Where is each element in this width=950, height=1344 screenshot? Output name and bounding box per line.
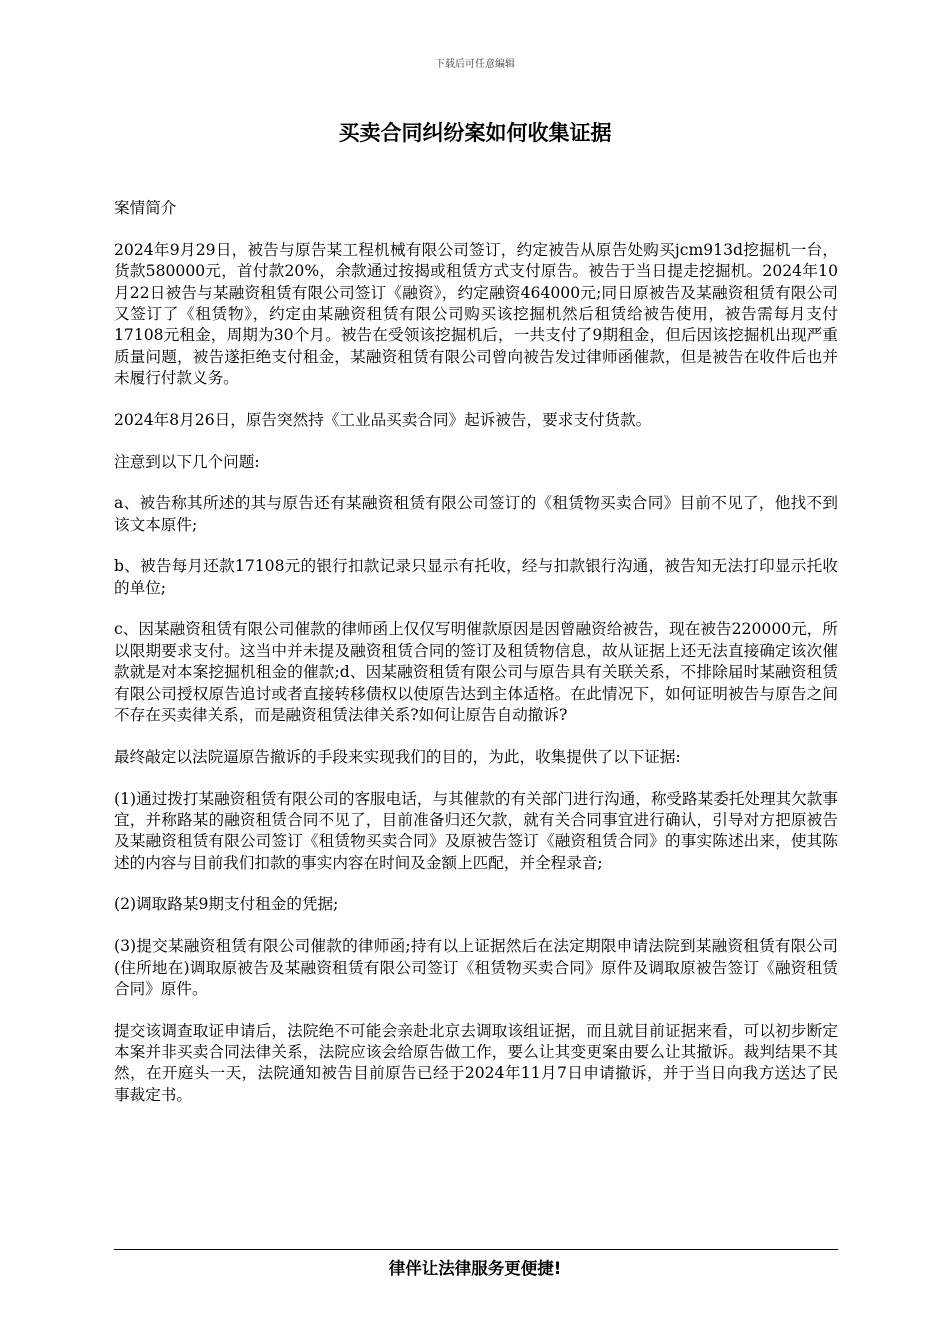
paragraph: c、因某融资租赁有限公司催款的律师函上仅仅写明催款原因是因曾融资给被告，现在被告220000元，所以限期要求支付。这当中并未提及融资租赁合同的签订及租赁物信息，故从证据上还无法直接确定该次催款就是对本案挖掘机租金的催款;d、因某融资租赁有限公司与原告具有关联关系，不排除届时某融资租赁有限公司授权原告追讨或者直接转移债权以使原告达到主体适格。在此情况下，如何证明被告与原告之间不存在买卖律关系，而是融资租赁法律关系?如何让原告自动撤诉? — [114, 620, 838, 725]
paragraph: (3)提交某融资租赁有限公司催款的律师函;持有以上证据然后在法定期限申请法院到某融资租赁有限公司(住所地在)调取原被告及某融资租赁有限公司签订《租赁物买卖合同》原件及调取原被告签订《融资租赁合同》原件。 — [114, 937, 838, 998]
paragraph: b、被告每月还款17108元的银行扣款记录只显示有托收，经与扣款银行沟通，被告知无法打印显示托收的单位; — [114, 557, 838, 597]
paragraph: 提交该调查取证申请后，法院绝不可能会亲赴北京去调取该组证据，而且就目前证据来看，可以初步断定本案并非买卖合同法律关系，法院应该会给原告做工作，要么让其变更案由要么让其撤诉。裁判结果不其然，在开庭头一天，法院通知被告目前原告已经于2024年11月7日申请撤诉，并于当日向我方送达了民事裁定书。 — [114, 1021, 838, 1104]
paragraph: (1)通过拨打某融资租赁有限公司的客服电话，与其催款的有关部门进行沟通，称受路某委托处理其欠款事宜，并称路某的融资租赁合同不见了，目前准备归还欠款，就有关合同事宜进行确认，引导对方把原被告及某融资租赁有限公司签订《租赁物买卖合同》及原被告签订《融资租赁合同》的事实陈述出来，使其陈述的内容与目前我们扣款的事实内容在时间及金额上匹配，并全程录音; — [114, 789, 838, 872]
document-title: 买卖合同纠纷案如何收集证据 — [338, 121, 612, 145]
paragraph: (2)调取路某9期支付租金的凭据; — [114, 895, 339, 914]
document-body — [114, 198, 838, 1127]
paragraph: 注意到以下几个问题: — [114, 452, 260, 471]
header-note: 下载后可任意编辑 — [435, 59, 515, 70]
footer-divider — [114, 1249, 838, 1250]
section-heading: 案情简介 — [114, 199, 177, 217]
paragraph: 2024年9月29日，被告与原告某工程机械有限公司签订，约定被告从原告处购买jcm913d挖掘机一台，货款580000元，首付款20%，余款通过按揭或租赁方式支付原告。被告于当日提走挖掘机。2024年10月22日被告与某融资租赁有限公司签订《融资》，约定融资464000元;同日原被告及某融资租赁有限公司又签订了《租赁物》，约定由某融资租赁有限公司购买该挖掘机然后租赁给被告使用，被告需每月支付17108元租金，周期为30个月。被告在受领该挖掘机后，一共支付了9期租金，但后因该挖掘机出现严重质量问题，被告遂拒绝支付租金，某融资租赁有限公司曾向被告发过律师函催款，但是被告在收件后也并未履行付款义务。 — [114, 240, 838, 388]
paragraph: a、被告称其所述的其与原告还有某融资租赁有限公司签订的《租赁物买卖合同》目前不见了，他找不到该文本原件; — [114, 494, 838, 534]
paragraph: 最终敲定以法院逼原告撤诉的手段来实现我们的目的，为此，收集提供了以下证据: — [114, 747, 681, 766]
paragraph: 2024年8月26日，原告突然持《工业品买卖合同》起诉被告，要求支付货款。 — [114, 410, 652, 429]
footer-slogan: 律伴让法律服务更便捷! — [388, 1259, 562, 1278]
